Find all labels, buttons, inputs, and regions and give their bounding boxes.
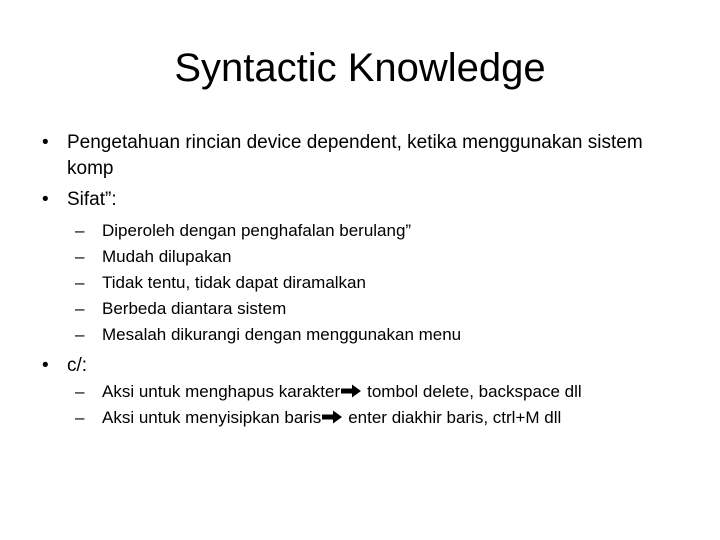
dash-marker: – bbox=[75, 325, 85, 344]
sub-list-item bbox=[75, 244, 231, 269]
example-action: Aksi untuk menyisipkan baris bbox=[102, 408, 322, 427]
sub-item-text: Berbeda diantara sistem bbox=[102, 299, 287, 318]
right-arrow-icon bbox=[340, 384, 362, 398]
sub-list-item bbox=[75, 218, 411, 243]
sub-item-text: Mesalah dikurangi dengan menggunakan menu bbox=[102, 325, 462, 344]
sub-list-item bbox=[75, 322, 461, 347]
sub-item-text: Tidak tentu, tidak dapat diramalkan bbox=[102, 273, 366, 292]
bullet-item bbox=[42, 130, 682, 182]
sub-list-item bbox=[75, 296, 286, 321]
dash-marker: – bbox=[75, 247, 85, 266]
dash-marker: – bbox=[75, 273, 85, 292]
dash-marker: – bbox=[75, 408, 85, 427]
bullet-item bbox=[42, 187, 682, 213]
sub-item-text: Diperoleh dengan penghafalan berulang” bbox=[102, 221, 412, 240]
slide-title: Syntactic Knowledge bbox=[174, 46, 546, 90]
example-text bbox=[102, 405, 561, 430]
bullet-marker: • bbox=[42, 132, 49, 153]
sub-item-text: Mudah dilupakan bbox=[102, 247, 232, 266]
bullet-item bbox=[42, 353, 682, 379]
bullet-text: Pengetahuan rincian device dependent, ketika menggunakan sistem komp bbox=[67, 132, 643, 179]
dash-marker: – bbox=[75, 221, 85, 240]
bullet-marker: • bbox=[42, 355, 49, 376]
dash-marker: – bbox=[75, 299, 85, 318]
bullet-text: c/: bbox=[67, 355, 88, 376]
example-text bbox=[102, 379, 582, 404]
example-result: tombol delete, backspace dll bbox=[367, 382, 582, 401]
sub-list-item bbox=[75, 270, 366, 295]
example-item bbox=[75, 405, 561, 430]
example-action: Aksi untuk menghapus karakter bbox=[102, 382, 341, 401]
right-arrow-icon bbox=[321, 410, 343, 424]
bullet-marker: • bbox=[42, 189, 49, 210]
example-item bbox=[75, 379, 582, 404]
dash-marker: – bbox=[75, 382, 85, 401]
bullet-text: Sifat”: bbox=[67, 189, 117, 210]
example-result: enter diakhir baris, ctrl+M dll bbox=[348, 408, 562, 427]
